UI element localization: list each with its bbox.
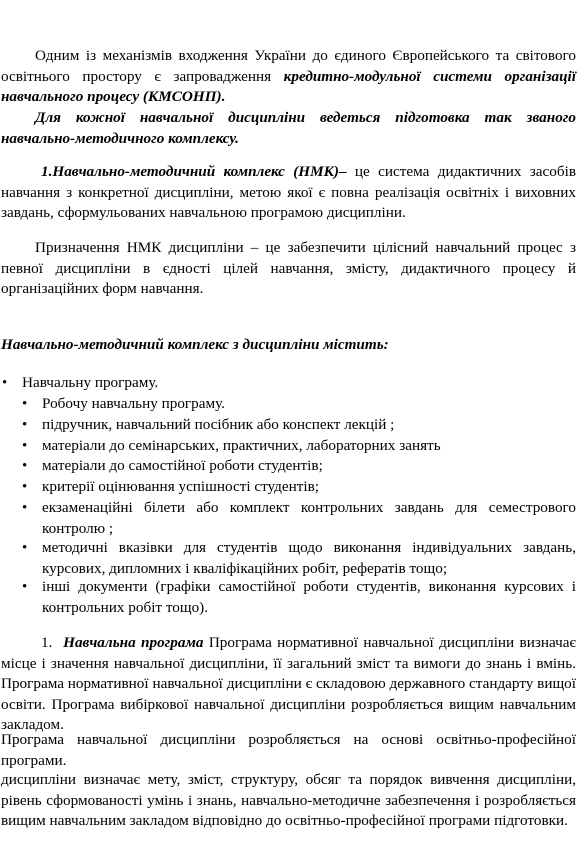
program-number: 1.	[41, 634, 53, 651]
nmk-purpose: Призначення НМК дисципліни – це забезпечити цілісний навчальний процес з певної дисципліни в єдності цілей навчання, змісту, дидактичного процесу й організаційних форм навчання.	[1, 239, 576, 298]
bullet-icon: •	[22, 396, 28, 412]
program-paragraph	[1, 633, 576, 736]
contents-heading: Навчально-методичний комплекс з дисципліни містить:	[1, 336, 389, 353]
list-item-text: критерії оцінювання успішності студентів;	[42, 478, 320, 495]
bullet-icon: •	[22, 438, 28, 454]
bullet-icon: •	[2, 375, 8, 391]
bullet-icon: •	[22, 500, 28, 516]
program-description: дисципліни визначає мету, зміст, структуру, обсяг та порядок вивчення дисципліни, рівень сформованості умінь і знань, навчально-методичне забезпечення і розробляється вищим навчальним закладом відповідно до освітньо-професійної програми підготовки.	[1, 771, 576, 830]
nmk-text: це система дидактичних засобів навчання з конкретної дисципліни, метою якої є повна реалізація освітніх і виховних завдань, сформульованих навчальною програмою дисципліни.	[1, 163, 576, 222]
intro-bold-text: кредитно-модульної системи організації навчального процесу (КМСОНП).	[1, 67, 576, 106]
bullet-icon: •	[22, 479, 28, 495]
list-item-text: методичні вказівки для студентів щодо виконання індивідуальних завдань, курсових, дипломних і кваліфікаційних робіт, рефератів тощо;	[42, 539, 576, 577]
bullet-icon: •	[22, 417, 28, 433]
intro-paragraph	[1, 46, 576, 108]
list-item-text: підручник, навчальний посібник або конспект лекцій ;	[42, 416, 395, 433]
nmk-title: 1.Навчально-методичний комплекс (НМК)–	[41, 163, 347, 180]
program-basis: Програма навчальної дисципліни розробляється на основі освітньо-професійної програми.	[1, 731, 576, 769]
program-title: Навчальна програма	[63, 634, 204, 651]
bullet-icon: •	[22, 540, 28, 556]
list-item-text: екзаменаційні білети або комплект контрольних завдань для семестрового контролю ;	[42, 499, 576, 537]
bullet-icon: •	[22, 579, 28, 595]
list-item-text: інші документи (графіки самостійної роботи студентів, виконання курсових і контрольних робіт тощо).	[42, 578, 576, 616]
list-item-text: матеріали до семінарських, практичних, лабораторних занять	[42, 437, 441, 454]
program-text: Програма нормативної навчальної дисципліни визначає місце і значення навчальної дисципліни, її загальний зміст та вимоги до знань і вмінь. Програма нормативної навчальної дисципліни є складовою державного стандарту вищої освіти. Програма вибіркової навчальної дисципліни розробляється вищим навчальним закладом.	[1, 634, 577, 734]
list-item-text: матеріали до самостійної роботи студентів;	[42, 457, 323, 474]
list-item-text: Робочу навчальну програму.	[42, 395, 225, 412]
intro-text: Одним із механізмів входження України до єдиного Європейського та світового освітнього простору є запровадження	[1, 47, 576, 85]
bullet-icon: •	[22, 458, 28, 474]
list-item-text: Навчальну програму.	[22, 374, 159, 391]
nmk-definition	[1, 162, 576, 224]
intro-nmk-sentence: Для кожної навчальної дисципліни ведеться підготовка так званого навчально-методичного комплексу.	[1, 109, 576, 147]
